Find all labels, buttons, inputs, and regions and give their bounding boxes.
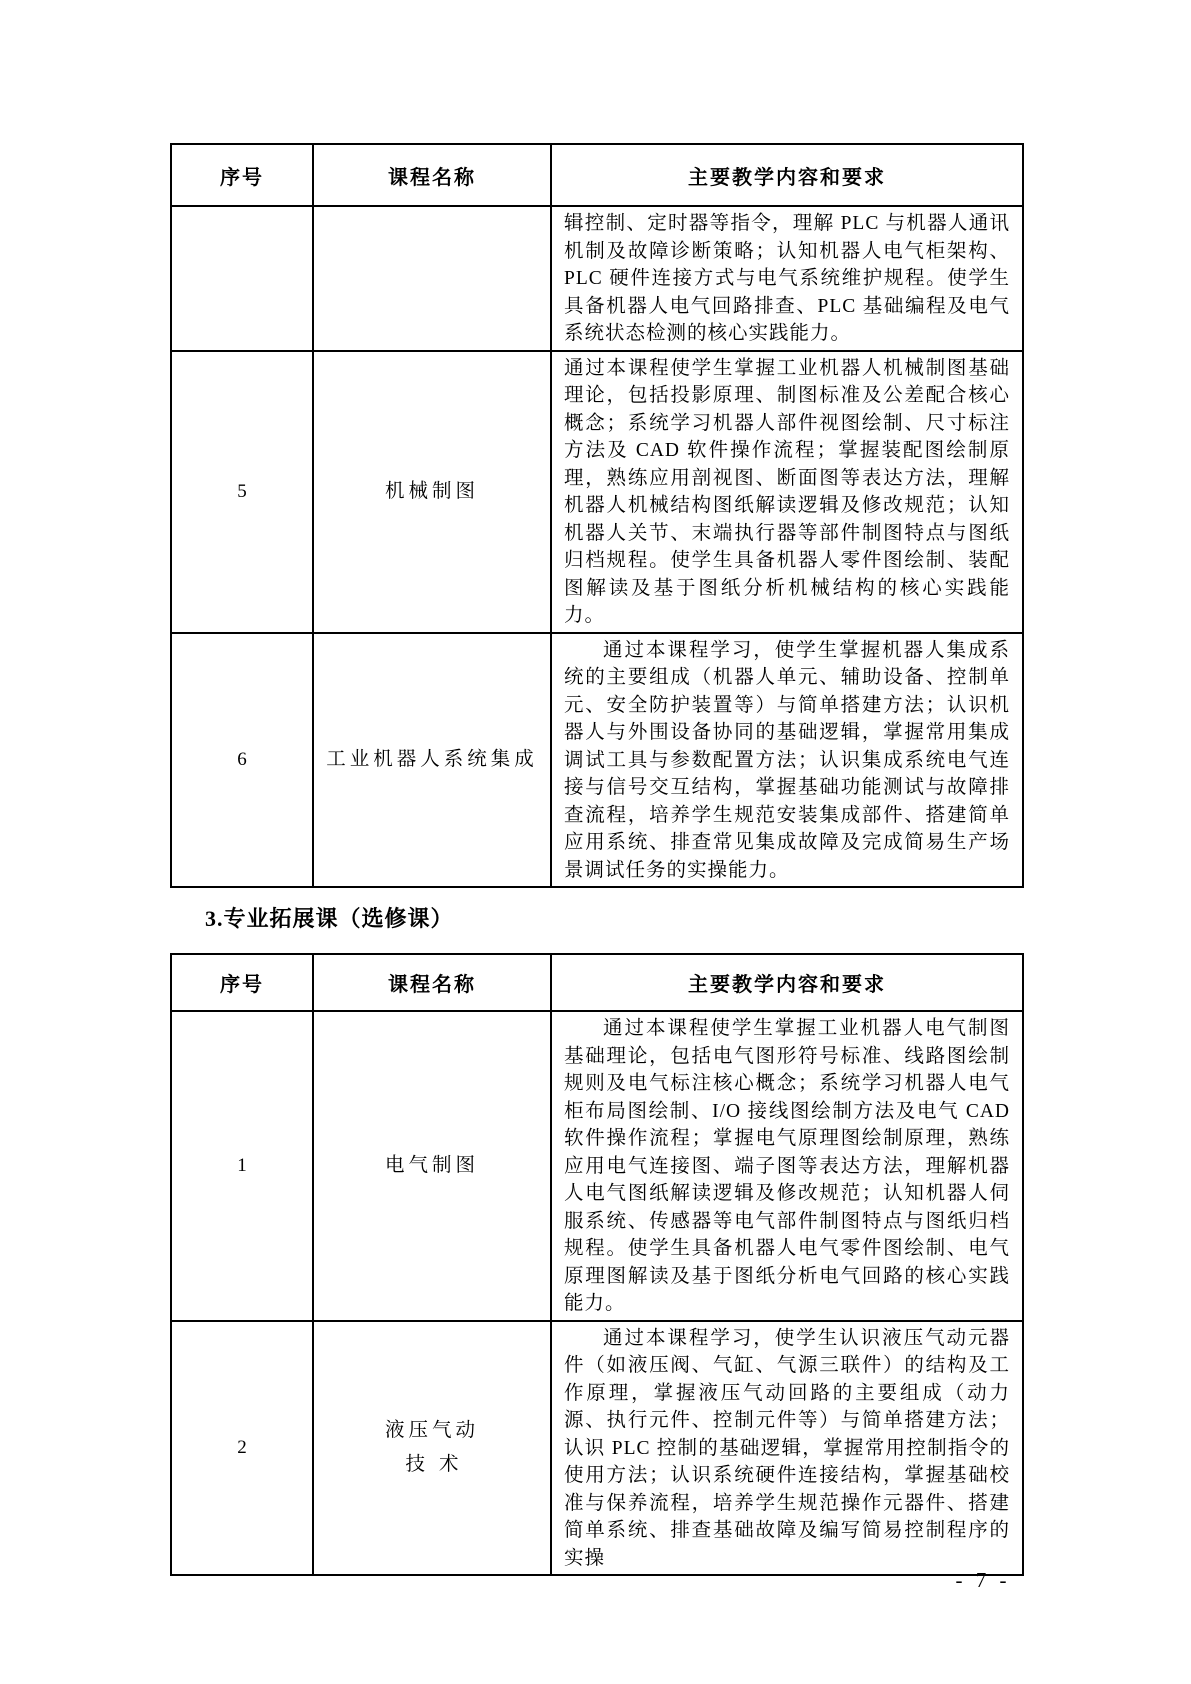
- row-course-cell: [313, 206, 551, 351]
- table-row: [171, 206, 1023, 351]
- row-content-text: 通过本课程使学生掌握工业机器人电气制图基础理论，包括电气图形符号标准、线路图绘制规则及电气标注核心概念；系统学习机器人电气柜布局图绘制、I/O 接线图绘制方法及电气 CAD 软件操作流程；掌握电气原理图绘制原理，熟练应用电气连接图、端子图等表达方法，理解机器人电气图纸解读逻辑及修改规范；认知机器人伺服系统、传感器等电气部件制图特点与图纸归档规程。使学生具备机器人电气零件图绘制、电气原理图解读及基于图纸分析电气回路的核心实践能力。: [564, 1018, 1010, 1314]
- page-number: - 7 -: [955, 1568, 1011, 1592]
- row-no-cell: 5: [171, 351, 313, 633]
- course-table-1: [170, 143, 1024, 888]
- header-cell-course: 课程名称: [313, 144, 551, 206]
- header-cell-course: 课程名称: [313, 954, 551, 1011]
- table-row: [171, 1011, 1023, 1321]
- table-header-row: [171, 144, 1023, 206]
- header-cell-main: 主要教学内容和要求: [551, 144, 1023, 206]
- table-row: [171, 1321, 1023, 1576]
- course-name-line2: 技术: [405, 1453, 473, 1475]
- row-no-cell: 6: [171, 633, 313, 888]
- row-no-cell: 1: [171, 1011, 313, 1321]
- header-cell-no: 序号: [171, 144, 313, 206]
- course-table-2: [170, 953, 1024, 1576]
- row-content-cell: [551, 633, 1023, 888]
- row-no-cell: 2: [171, 1321, 313, 1576]
- row-course-cell: 电气制图: [313, 1011, 551, 1321]
- row-course-cell: 工业机器人系统集成: [313, 633, 551, 888]
- table-row: [171, 351, 1023, 633]
- row-content-text: 通过本课程学习，使学生认识液压气动元器件（如液压阀、气缸、气源三联件）的结构及工作原理，掌握液压气动回路的主要组成（动力源、执行元件、控制元件等）与简单搭建方法；认识 PLC 控制的基础逻辑，掌握常用控制指令的使用方法；认识系统硬件连接结构，掌握基础校准与保养流程，培养学生规范操作元器件、搭建简单系统、排查基础故障及编写简易控制程序的实操: [564, 1327, 1010, 1569]
- row-no-cell: [171, 206, 313, 351]
- header-cell-no: 序号: [171, 954, 313, 1011]
- row-content-cell: [551, 206, 1023, 351]
- row-course-cell: 机械制图: [313, 351, 551, 633]
- row-course-cell: [313, 1321, 551, 1576]
- table-header-row: [171, 954, 1023, 1011]
- row-content-text: 通过本课程使学生掌握工业机器人机械制图基础理论，包括投影原理、制图标准及公差配合核心概念；系统学习机器人部件视图绘制、尺寸标注方法及 CAD 软件操作流程；掌握装配图绘制原理，熟练应用剖视图、断面图等表达方法，理解机器人机械结构图纸解读逻辑及修改规范；认知机器人关节、末端执行器等部件制图特点与图纸归档规程。使学生具备机器人零件图绘制、装配图解读及基于图纸分析机械结构的核心实践能力。: [564, 357, 1010, 626]
- row-content-cell: [551, 1011, 1023, 1321]
- row-content-cell: [551, 1321, 1023, 1576]
- row-content-text: 通过本课程学习，使学生掌握机器人集成系统的主要组成（机器人单元、辅助设备、控制单元、安全防护装置等）与简单搭建方法；认识机器人与外围设备协同的基础逻辑，掌握常用集成调试工具与参数配置方法；认识集成系统电气连接与信号交互结构，掌握基础功能测试与故障排查流程，培养学生规范安装集成部件、搭建简单应用系统、排查常见集成故障及完成简易生产场景调试任务的实操能力。: [564, 639, 1010, 881]
- course-name-line1: 液压气动: [384, 1419, 479, 1441]
- table-row: [171, 633, 1023, 888]
- header-cell-main: 主要教学内容和要求: [551, 954, 1023, 1011]
- row-content-cell: [551, 351, 1023, 633]
- row-content-text: 辑控制、定时器等指令，理解 PLC 与机器人通讯机制及故障诊断策略；认知机器人电气柜架构、PLC 硬件连接方式与电气系统维护规程。使学生具备机器人电气回路排查、PLC 基础编程及电气系统状态检测的核心实践能力。: [564, 213, 1010, 344]
- section-heading: 3.专业拓展课（选修课）: [205, 906, 454, 931]
